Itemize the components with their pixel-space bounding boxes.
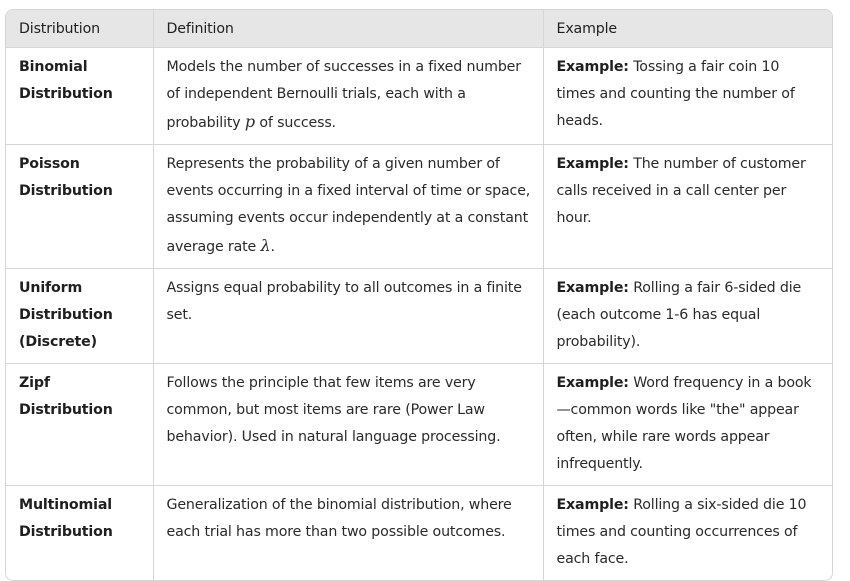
definition-text: Represents the probability of a given number of events occurring in a fixed interval of time or space, assuming events occur independently at a constant average rate [166,156,531,255]
distribution-name: Zipf Distribution [6,364,153,486]
example-text: Rolling a six-sided die 10 times and counting occurrences of each face. [556,497,807,567]
distribution-definition [153,145,543,269]
definition-text: Models the number of successes in a fixed number of independent Bernoulli trials, each with a probability [166,59,521,131]
table-row [6,364,832,486]
distribution-example [543,145,832,269]
distribution-definition [153,486,543,581]
definition-text-end: of success. [255,115,336,131]
example-label: Example: [556,375,629,391]
example-label: Example: [556,280,629,296]
definition-text: Assigns equal probability to all outcomes in a finite set. [166,280,522,323]
example-text: Rolling a fair 6-sided die (each outcome 1-6 has equal probability). [556,280,802,350]
example-text: Tossing a fair coin 10 times and counting the number of heads. [556,59,795,129]
math-symbol: λ [260,236,271,255]
header-distribution: Distribution [6,10,153,48]
distribution-example [543,364,832,486]
table-row [6,486,832,581]
table-header-row [6,10,832,48]
distribution-name: Poisson Distribution [6,145,153,269]
header-example: Example [543,10,832,48]
example-text: Word frequency in a book —common words like "the" appear often, while rare words appear infrequently. [556,375,812,472]
distribution-name: Uniform Distribution (Discrete) [6,269,153,364]
distribution-example [543,486,832,581]
distribution-example [543,269,832,364]
distribution-definition [153,364,543,486]
definition-text: Generalization of the binomial distribution, where each trial has more than two possible outcomes. [166,497,512,540]
table-row [6,48,832,145]
distribution-name: Binomial Distribution [19,59,113,102]
table-row [6,145,832,269]
distribution-example [543,48,832,145]
distribution-definition [153,48,543,145]
example-label: Example: [556,156,629,172]
distribution-table [6,10,832,580]
distribution-name: Multinomial Distribution [6,486,153,581]
example-text: The number of customer calls received in a call center per hour. [556,156,806,226]
distribution-definition [153,269,543,364]
definition-text: Follows the principle that few items are very common, but most items are rare (Power Law behavior). Used in natural language processing. [166,375,501,445]
math-symbol: p [244,112,256,131]
example-label: Example: [556,59,629,75]
distribution-table-container [5,9,833,581]
example-label: Example: [556,497,629,513]
header-definition: Definition [153,10,543,48]
table-row [6,269,832,364]
definition-text-end: . [270,239,275,255]
